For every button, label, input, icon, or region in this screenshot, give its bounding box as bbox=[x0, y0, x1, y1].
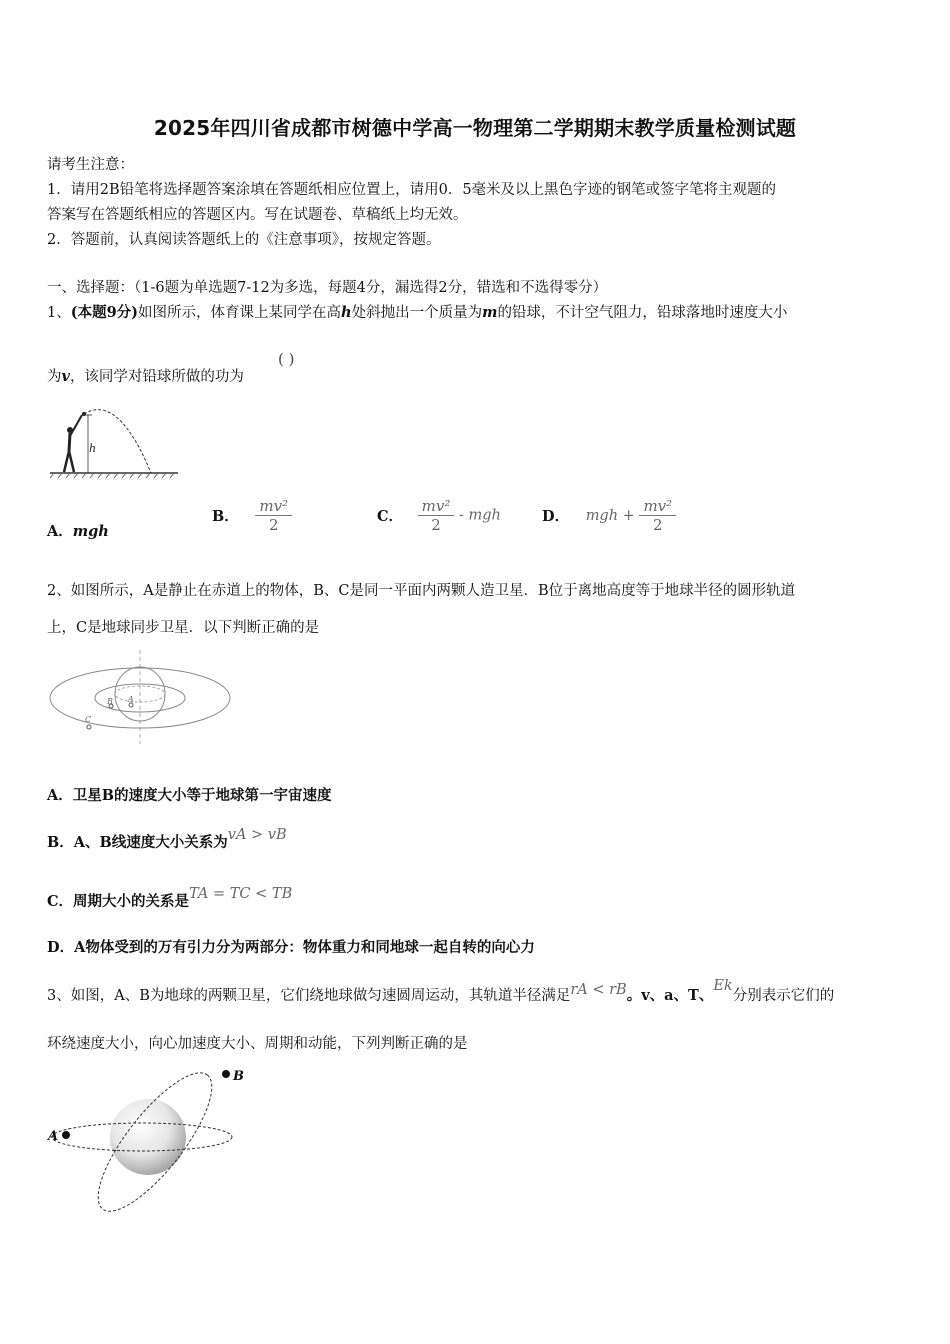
q1-option-a: A．mgh bbox=[47, 523, 109, 540]
q2-option-d: D．A物体受到的万有引力分为两部分：物体重力和同地球一起自转的向心力 bbox=[47, 939, 535, 956]
q2-fig-label-a: A bbox=[128, 695, 134, 704]
q2-option-c: C．周期大小的关系是TA = TC < TB bbox=[47, 886, 293, 910]
satellite-a-dot bbox=[62, 1131, 70, 1139]
notice-item1-line1: 1．请用2B铅笔将选择题答案涂填在答题纸相应位置上，请用0．5毫米及以上黑色字迹的钢笔或签字笔将主观题的 bbox=[47, 182, 777, 198]
q3-stem-line2: 环绕速度大小，向心加速度大小、周期和动能，下列判断正确的是 bbox=[47, 1036, 468, 1052]
notice-item1-line2: 答案写在答题纸相应的答题区内。写在试题卷、草稿纸上均无效。 bbox=[47, 207, 468, 223]
q1-option-b: B． $\frac{\text{mv²}}{2}$ bbox=[212, 497, 292, 534]
q1-stem-line2: 为v，该同学对铅球所做的功为 bbox=[47, 368, 244, 385]
q1-answer-blank: ( ) bbox=[278, 350, 295, 368]
satellite-b-dot bbox=[222, 1070, 230, 1078]
q2-stem-line2: 上，C是地球同步卫星．以下判断正确的是 bbox=[47, 620, 320, 636]
q2-option-b: B．A、B线速度大小关系为vA > vB bbox=[47, 827, 287, 851]
q2-orbit-figure bbox=[48, 648, 233, 746]
q3-stem-line1: 3、如图，A、B为地球的两颗卫星，它们绕地球做匀速圆周运动，其轨道半径满足rA < rB。v、a、T、Ek分别表示它们的 bbox=[47, 978, 835, 1004]
q2-fig-label-c: C bbox=[85, 715, 92, 724]
q3-fig-label-a: A bbox=[48, 1129, 59, 1144]
notice-heading: 请考生注意： bbox=[47, 157, 134, 173]
q1-option-d: D． mgh + $\frac{\text{mv²}}{2}$ bbox=[542, 497, 676, 534]
q1-shotput-figure bbox=[48, 403, 183, 478]
notice-item2: 2．答题前，认真阅读答题纸上的《注意事项》，按规定答题。 bbox=[47, 232, 441, 248]
q3-satellite-figure bbox=[45, 1062, 244, 1212]
earth-sphere bbox=[110, 1099, 186, 1175]
q1-fig-h-label: h bbox=[89, 442, 97, 455]
q3-fig-label-b: B bbox=[233, 1069, 244, 1084]
q2-stem-line1: 2、如图所示，A是静止在赤道上的物体，B、C是同一平面内两颗人造卫星．B位于离地高度等于地球半径的圆形轨道 bbox=[47, 583, 796, 599]
q2-fig-label-b: B bbox=[107, 697, 113, 706]
q2-option-a: A．卫星B的速度大小等于地球第一宇宙速度 bbox=[47, 787, 332, 804]
section-heading: 一、选择题：（1-6题为单选题7-12为多选，每题4分，漏选得2分，错选和不选得零分） bbox=[47, 280, 608, 296]
page-title: 2025年四川省成都市树德中学高一物理第二学期期末教学质量检测试题 bbox=[153, 116, 797, 140]
q1-stem-line1: 1、(本题9分)如图所示，体育课上某同学在高h处斜抛出一个质量为m的铅球，不计空气阻力，铅球落地时速度大小 bbox=[47, 304, 788, 321]
q1-option-c: C． $\frac{\text{mv²}}{2}$ - mgh bbox=[377, 497, 501, 534]
